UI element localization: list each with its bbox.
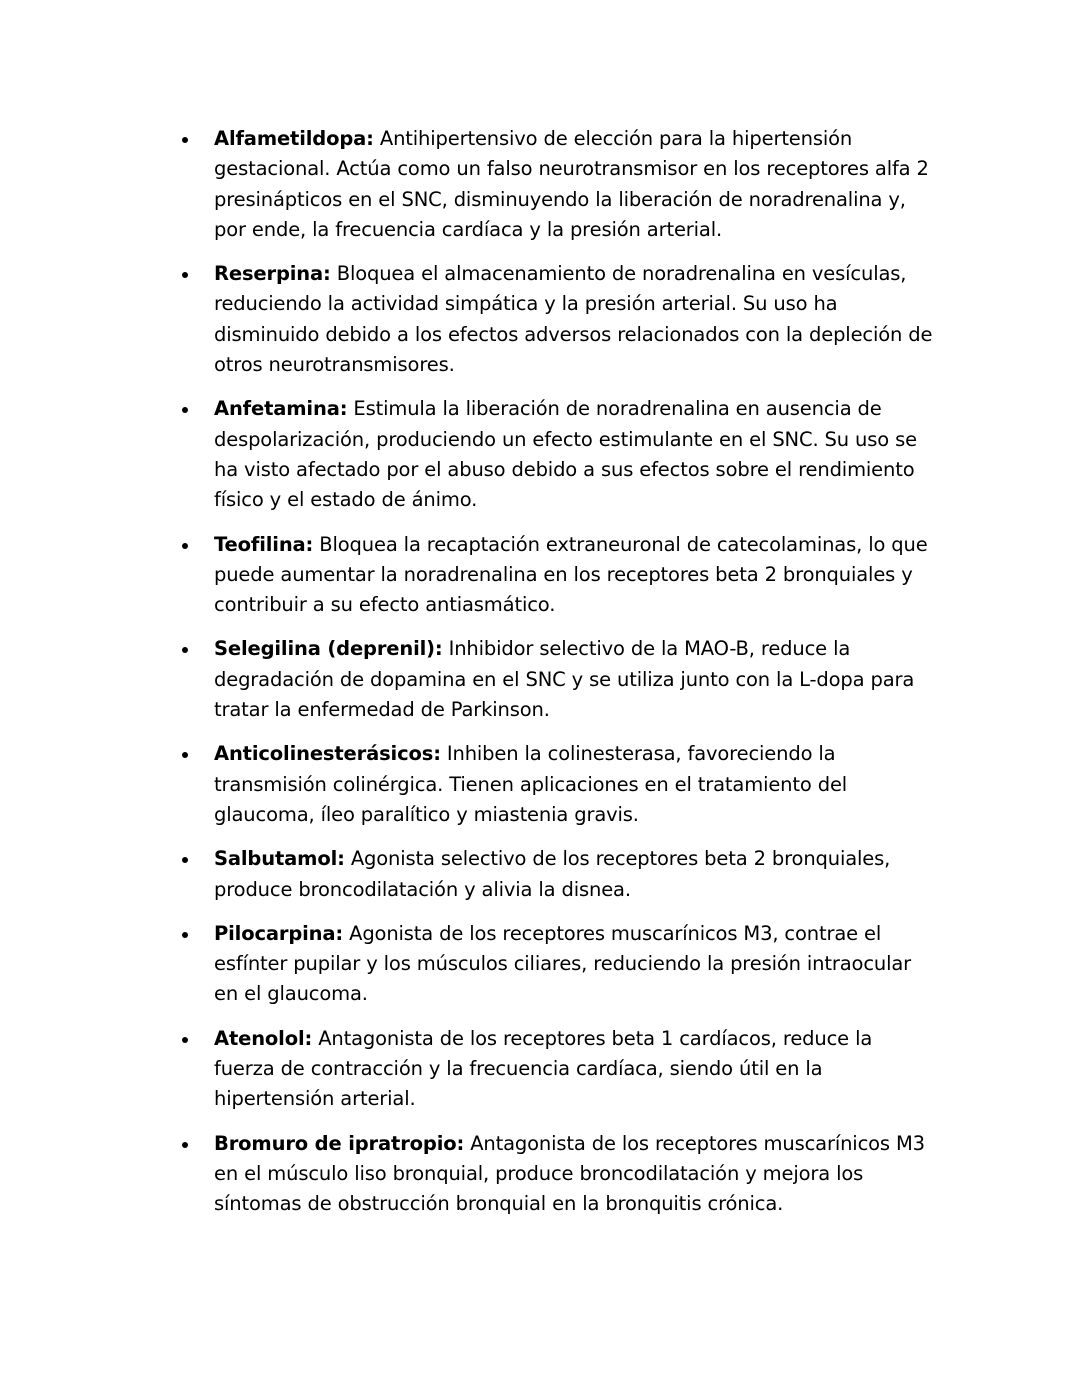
list-item-salbutamol	[178, 844, 938, 905]
bullet-icon	[182, 1142, 188, 1148]
bullet-icon	[182, 272, 188, 278]
item-description: Bloquea la recaptación extraneuronal de catecolaminas, lo que puede aumentar la noradrenalina en los receptores beta 2 bronquiales y contribuir a su efecto antiasmático.	[214, 532, 928, 617]
item-description: Bloquea el almacenamiento de noradrenalina en vesículas, reduciendo la actividad simpática y la presión arterial. Su uso ha disminuido debido a los efectos adversos relacionados con la depleción de otros neurotransmisores.	[214, 262, 933, 377]
item-description: Inhibidor selectivo de la MAO-B, reduce la degradación de dopamina en el SNC y se utiliza junto con la L-dopa para tratar la enfermedad de Parkinson.	[214, 637, 915, 722]
item-term: Atenolol:	[214, 1026, 313, 1050]
item-term: Selegilina (deprenil):	[214, 637, 443, 661]
list-item-alfametildopa	[178, 124, 938, 245]
list-item-reserpina	[178, 259, 938, 380]
item-term: Reserpina:	[214, 262, 331, 286]
item-term: Bromuro de ipratropio:	[214, 1131, 465, 1155]
bullet-icon	[182, 543, 188, 549]
list-item-bromuro-de-ipratropio	[178, 1129, 938, 1220]
list-item-selegilina	[178, 634, 938, 725]
list-item-teofilina	[178, 530, 938, 621]
item-description: Agonista de los receptores muscarínicos M3, contrae el esfínter pupilar y los músculos ciliares, reduciendo la presión intraocular en el glaucoma.	[214, 921, 912, 1006]
item-description: Antagonista de los receptores muscarínicos M3 en el músculo liso bronquial, produce broncodilatación y mejora los síntomas de obstrucción bronquial en la bronquitis crónica.	[214, 1131, 925, 1216]
item-description: Estimula la liberación de noradrenalina en ausencia de despolarización, produciendo un efecto estimulante en el SNC. Su uso se ha visto afectado por el abuso debido a sus efectos sobre el rendimiento físico y el estado de ánimo.	[214, 397, 917, 512]
item-term: Teofilina:	[214, 532, 314, 556]
bullet-icon	[182, 1037, 188, 1043]
bullet-icon	[182, 857, 188, 863]
item-term: Pilocarpina:	[214, 921, 344, 945]
item-term: Anfetamina:	[214, 397, 348, 421]
item-term: Anticolinesterásicos:	[214, 742, 441, 766]
bullet-icon	[182, 407, 188, 413]
drug-list	[178, 124, 938, 1234]
item-term: Salbutamol:	[214, 847, 345, 871]
item-description: Antagonista de los receptores beta 1 cardíacos, reduce la fuerza de contracción y la frecuencia cardíaca, siendo útil en la hipertensión arterial.	[214, 1026, 873, 1111]
list-item-anticolinesterasicos	[178, 739, 938, 830]
bullet-icon	[182, 137, 188, 143]
list-item-atenolol	[178, 1024, 938, 1115]
bullet-icon	[182, 932, 188, 938]
item-description: Agonista selectivo de los receptores beta 2 bronquiales, produce broncodilatación y alivia la disnea.	[214, 847, 891, 901]
bullet-icon	[182, 752, 188, 758]
item-term: Alfametildopa:	[214, 127, 374, 150]
list-item-anfetamina	[178, 394, 938, 515]
item-description: Inhiben la colinesterasa, favoreciendo la transmisión colinérgica. Tienen aplicaciones en el tratamiento del glaucoma, íleo paralítico y miastenia gravis.	[214, 742, 848, 826]
bullet-icon	[182, 647, 188, 653]
item-description: Antihipertensivo de elección para la hipertensión gestacional. Actúa como un falso neurotransmisor en los receptores alfa 2 presinápticos en el SNC, disminuyendo la liberación de noradrenalina y, por ende, la frecuencia cardíaca y la presión arterial.	[214, 127, 929, 241]
list-item-pilocarpina	[178, 919, 938, 1010]
